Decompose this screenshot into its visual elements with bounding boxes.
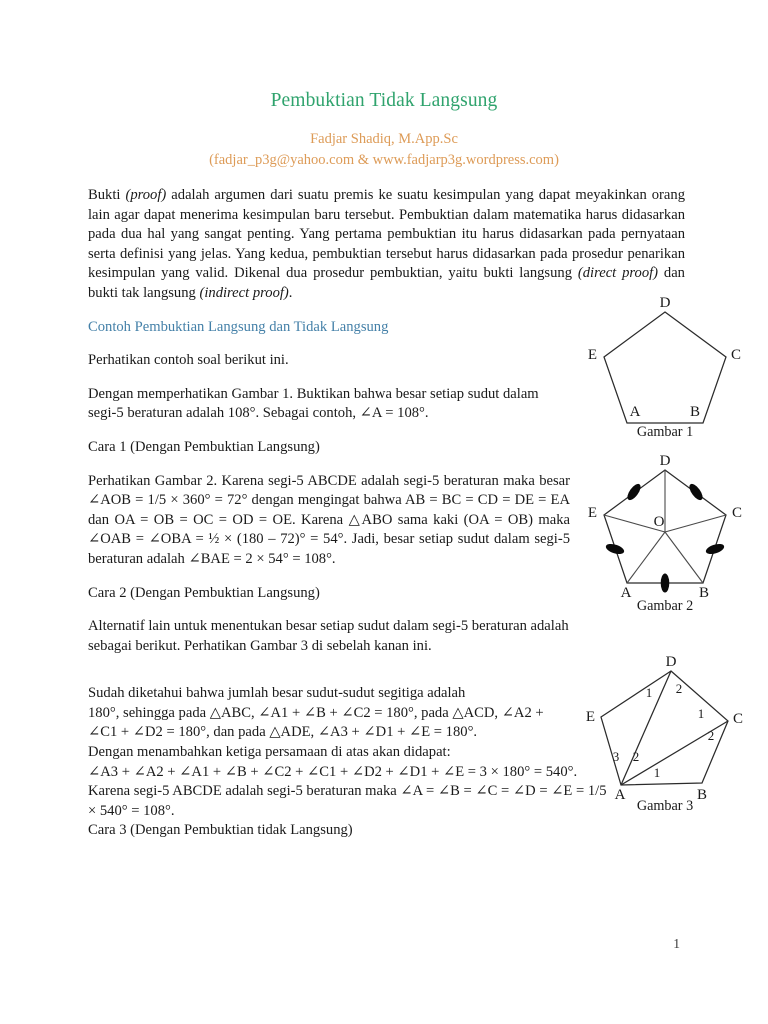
vertex-label-e: E bbox=[585, 709, 595, 725]
vertex-label-e: E bbox=[587, 347, 597, 363]
vertex-label-c: C bbox=[732, 505, 743, 521]
figure-3-caption: Gambar 3 bbox=[636, 798, 694, 814]
intro-text-c: dan bukti tak langsung bbox=[88, 265, 685, 301]
paragraph-sudah-line-7: × 540° = 108°. bbox=[88, 802, 175, 819]
vertex-label-b: B bbox=[698, 585, 710, 600]
vertex-label-a: A bbox=[620, 585, 632, 600]
spoke-o-c bbox=[665, 515, 726, 532]
figure-1-caption: Gambar 1 bbox=[636, 424, 694, 440]
author-name: Fadjar Shadiq, M.App.Sc bbox=[310, 131, 458, 147]
paragraph-sudah-line-3: ∠C1 + ∠D2 = 180°, dan pada △ADE, ∠A3 + ∠D1 + ∠E = 180°. bbox=[88, 724, 478, 741]
paragraph-sudah-line-5: ∠A3 + ∠A2 + ∠A1 + ∠B + ∠C2 + ∠C1 + ∠D2 + ∠D1 + ∠E = 3 × 180° = 540°. bbox=[88, 763, 578, 780]
angle-label-c2: 2 bbox=[707, 728, 715, 743]
pentagon-outline bbox=[604, 312, 726, 423]
heading-cara-2: Cara 2 (Dengan Pembuktian Langsung) bbox=[88, 584, 320, 601]
figure-gambar-1 bbox=[585, 294, 745, 440]
intro-text-d: . bbox=[288, 284, 293, 301]
heading-cara-1: Cara 1 (Dengan Pembuktian Langsung) bbox=[88, 438, 320, 455]
author-contact: (fadjar_p3g@yahoo.com & www.fadjarp3g.wordpress.com) bbox=[209, 152, 559, 168]
author-block bbox=[0, 129, 768, 171]
angle-label-d1: 1 bbox=[645, 685, 653, 700]
paragraph-sudah-line-1: Sudah diketahui bahwa jumlah besar sudut-sudut segitiga adalah bbox=[88, 685, 466, 702]
figure-gambar-3 bbox=[585, 655, 745, 814]
vertex-label-c: C bbox=[731, 347, 742, 363]
paragraph-sudah-line-4: Dengan menambahkan ketiga persamaan di atas akan didapat: bbox=[88, 744, 451, 761]
paragraph-intro bbox=[88, 186, 685, 304]
tick-mark-dc bbox=[687, 482, 705, 502]
figure-3-drawing bbox=[585, 655, 745, 800]
vertex-label-d: D bbox=[659, 295, 671, 311]
vertex-label-b: B bbox=[696, 787, 708, 800]
page-title: Pembuktian Tidak Langsung bbox=[270, 90, 498, 111]
intro-text-b: adalah argumen dari suatu premis ke suatu kesimpulan yang dapat meyakinkan orang lain agar dapat menerima kesimpulan baru tersebut. Pembuktian dalam matematika harus didasarkan pada dua hal yang sangat penting. Yang pertama pembuktian itu harus didasarkan pada pernyataan serta definisi yang jelas. Yang kedua, pembuktian tersebut harus didasarkan pada prosedur penarikan kesimpulan yang valid. Dikenal dua prosedur pembuktian, yaitu bukti langsung bbox=[88, 187, 685, 282]
paragraph-cara-1: Perhatikan Gambar 2. Karena segi-5 ABCDE adalah segi-5 beraturan maka besar ∠AOB = 1/5 × 360° = 72° dengan mengingat bahwa AB = BC = CD = DE = EA dan OA = OB = OC = OD = OE. Karena △ABO sama kaki (OA = OB) maka ∠OAB = ∠OBA = ½ × (180 – 72)° = 54°. Jadi, besar setiap sudut dalam segi-5 beraturan adalah ∠BAE = 2 × 54° = 108°. bbox=[88, 472, 570, 567]
intro-term-indirect-proof: (indirect proof) bbox=[199, 284, 289, 301]
paragraph-sudah-line-6: Karena segi-5 ABCDE adalah segi-5 beraturan maka ∠A = ∠B = ∠C = ∠D = ∠E = 1/5 bbox=[88, 783, 607, 800]
angle-label-a3: 3 bbox=[612, 749, 620, 764]
vertex-label-c: C bbox=[733, 711, 744, 727]
paragraph-cara-2: Alternatif lain untuk menentukan besar setiap sudut dalam segi-5 beraturan adalah sebagai berikut. Perhatikan Gambar 3 di sebelah kanan ini. bbox=[88, 618, 569, 654]
intro-term-direct-proof: (direct proof) bbox=[577, 265, 659, 282]
spacer bbox=[88, 670, 570, 684]
heading-cara-3: Cara 3 (Dengan Pembuktian tidak Langsung) bbox=[88, 822, 353, 839]
intro-text-a: Bukti bbox=[88, 187, 126, 203]
angle-label-a1: 1 bbox=[653, 765, 661, 780]
tick-mark-ea bbox=[605, 542, 626, 556]
vertex-label-a: A bbox=[629, 404, 641, 420]
spoke-o-a bbox=[627, 532, 665, 583]
section-heading-contoh: Contoh Pembuktian Langsung dan Tidak Langsung bbox=[88, 318, 389, 335]
figure-gambar-2 bbox=[585, 450, 745, 614]
paragraph-sudah-line-2: 180°, sehingga pada △ABC, ∠A1 + ∠B + ∠C2 = 180°, pada △ACD, ∠A2 + bbox=[88, 704, 544, 721]
angle-label-a2: 2 bbox=[632, 749, 640, 764]
vertex-label-a: A bbox=[614, 787, 626, 800]
page-number: 1 bbox=[673, 936, 680, 951]
tick-mark-ed bbox=[625, 482, 643, 502]
vertex-label-d: D bbox=[665, 655, 677, 670]
angle-label-c1: 1 bbox=[697, 706, 705, 721]
vertex-label-b: B bbox=[689, 404, 701, 420]
angle-label-d2: 2 bbox=[675, 681, 683, 696]
tick-mark-cb bbox=[705, 542, 726, 556]
intro-term-proof: (proof) bbox=[125, 187, 167, 203]
center-label-o: O bbox=[653, 514, 665, 530]
figure-2-caption: Gambar 2 bbox=[636, 598, 694, 614]
paragraph-dengan-memperhatikan: Dengan memperhatikan Gambar 1. Buktikan bahwa besar setiap sudut dalam segi-5 beraturan adalah 108°. Sebagai contoh, ∠A = 108°. bbox=[88, 385, 539, 422]
tick-mark-ab bbox=[661, 574, 670, 593]
figure-1-drawing bbox=[585, 294, 745, 426]
vertex-label-e: E bbox=[587, 505, 597, 521]
figure-2-drawing bbox=[585, 450, 745, 600]
spoke-o-b bbox=[665, 532, 703, 583]
paragraph-perhatikan: Perhatikan contoh soal berikut ini. bbox=[88, 352, 289, 369]
vertex-label-d: D bbox=[659, 453, 671, 469]
